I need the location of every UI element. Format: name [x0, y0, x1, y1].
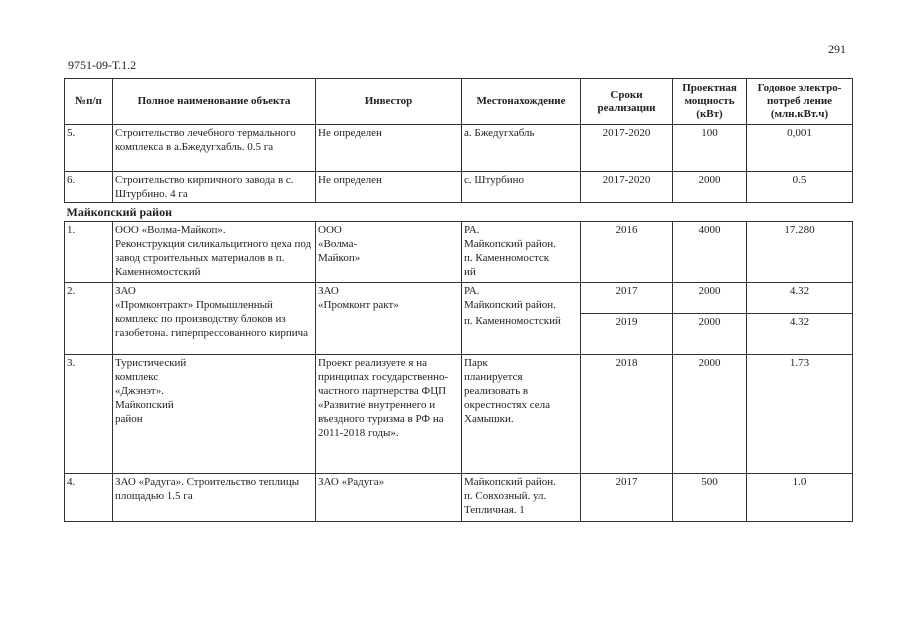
cell-consumption: 0.5: [747, 172, 853, 203]
section-row: [65, 203, 853, 222]
cell-name: ООО «Волма-Майкоп». Реконструкция силикальцитного цеха под завод строительных материалов в п. Каменномостский: [113, 222, 316, 283]
cell-power: 2000: [673, 354, 747, 473]
cell-investor: ЗАО «Радуга»: [316, 473, 462, 521]
cell-location: п. Каменномостский: [462, 313, 581, 354]
table-row: [65, 222, 853, 283]
cell-name: Строительство кирпичного завода в с. Штурбино. 4 га: [113, 172, 316, 203]
cell-consumption: 4.32: [747, 313, 853, 354]
cell-terms: 2016: [581, 222, 673, 283]
header-name: Полное наименование объекта: [113, 79, 316, 125]
table-row: [65, 172, 853, 203]
cell-num: 5.: [65, 125, 113, 172]
cell-num: 1.: [65, 222, 113, 283]
section-title: Майкопский район: [65, 203, 853, 222]
cell-location: Майкопский район. п. Совхозный. ул. Тепличная. 1: [462, 473, 581, 521]
cell-consumption: 1.73: [747, 354, 853, 473]
header-num: №п/п: [65, 79, 113, 125]
cell-power: 4000: [673, 222, 747, 283]
document-code: 9751-09-Т.1.2: [68, 58, 137, 72]
cell-name: ЗАО «Радуга». Строительство теплицы площадью 1.5 га: [113, 473, 316, 521]
cell-num: 6.: [65, 172, 113, 203]
cell-investor: ООО «Волма- Майкоп»: [316, 222, 462, 283]
page-number: 291: [828, 42, 846, 56]
header-investor: Инвестор: [316, 79, 462, 125]
cell-name: Туристический комплекс «Джэнэт». Майкопский район: [113, 354, 316, 473]
cell-consumption: 4.32: [747, 283, 853, 314]
objects-table: [64, 78, 853, 522]
cell-num: 2.: [65, 283, 113, 355]
cell-consumption: 0,001: [747, 125, 853, 172]
cell-name: ЗАО «Промконтракт» Промышленный комплекс по производству блоков из газобетона. гиперпрессованного кирпича: [113, 283, 316, 355]
table-row: [65, 473, 853, 521]
header-consumption: Годовое электро-потреб ление (млн.кВт.ч): [747, 79, 853, 125]
cell-investor: Не определен: [316, 172, 462, 203]
header-power: Проектная мощность (кВт): [673, 79, 747, 125]
cell-name: Строительство лечебного термального комплекса в а.Бжедугхабль. 0.5 га: [113, 125, 316, 172]
cell-num: 4.: [65, 473, 113, 521]
cell-terms: 2017-2020: [581, 172, 673, 203]
cell-location: РА. Майкопский район. п. Каменномостск ий: [462, 222, 581, 283]
cell-power: 2000: [673, 283, 747, 314]
cell-power: 2000: [673, 172, 747, 203]
header-location: Местонахождение: [462, 79, 581, 125]
table-header-row: [65, 79, 853, 125]
cell-terms: 2017-2020: [581, 125, 673, 172]
cell-terms: 2018: [581, 354, 673, 473]
cell-investor: Проект реализуете я на принципах государственно-частного партнерства ФЦП «Развитие внутреннего и въездного туризма в РФ на 2011-2018 годы».: [316, 354, 462, 473]
cell-power: 500: [673, 473, 747, 521]
cell-num: 3.: [65, 354, 113, 473]
cell-terms: 2017: [581, 283, 673, 314]
cell-consumption: 1.0: [747, 473, 853, 521]
table-row: [65, 125, 853, 172]
cell-investor: Не определен: [316, 125, 462, 172]
cell-location: Парк планируется реализовать в окрестностях села Хамышки.: [462, 354, 581, 473]
cell-terms: 2019: [581, 313, 673, 354]
cell-location: РА. Майкопский район.: [462, 283, 581, 314]
header-terms: Сроки реализации: [581, 79, 673, 125]
cell-investor: ЗАО «Промконт ракт»: [316, 283, 462, 355]
cell-terms: 2017: [581, 473, 673, 521]
cell-power: 100: [673, 125, 747, 172]
cell-location: а. Бжедугхабль: [462, 125, 581, 172]
table-row: [65, 354, 853, 473]
table-row: [65, 283, 853, 314]
cell-consumption: 17.280: [747, 222, 853, 283]
cell-power: 2000: [673, 313, 747, 354]
cell-location: с. Штурбино: [462, 172, 581, 203]
